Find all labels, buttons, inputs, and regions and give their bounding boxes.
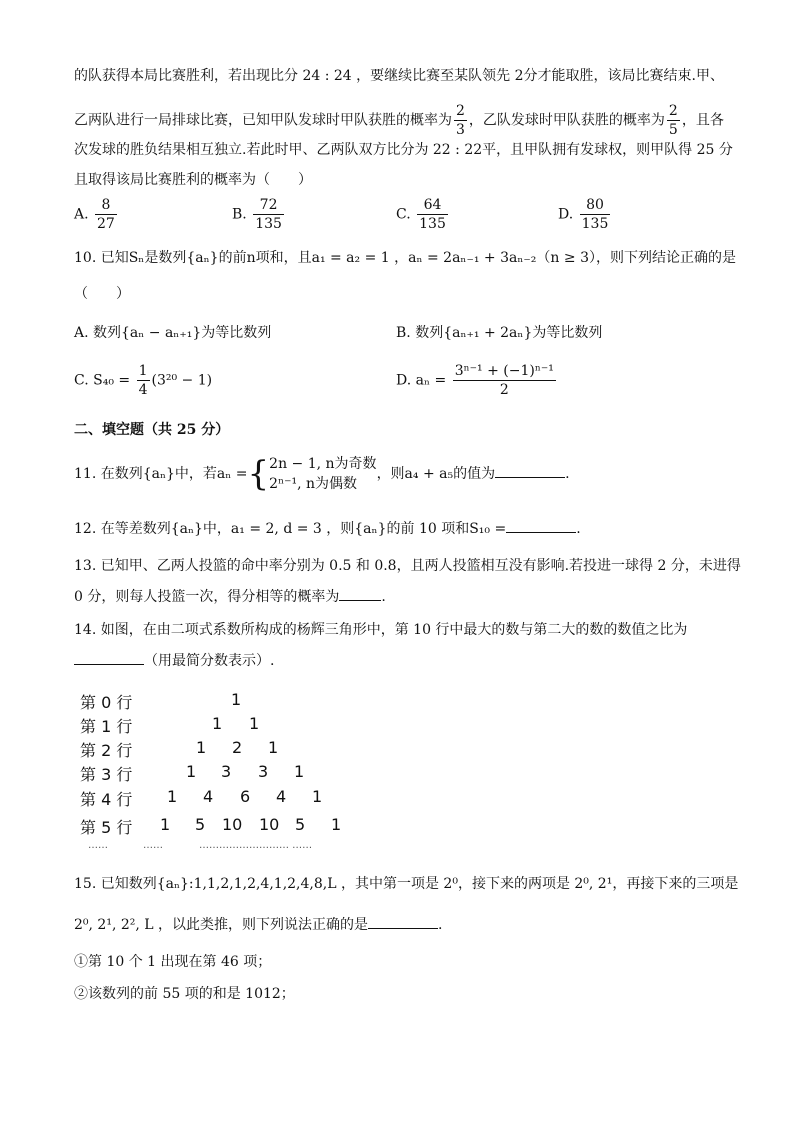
continuation-dots: ……………………… ……: [199, 840, 313, 851]
q10-option-c: C. S₄₀ = $\frac{1}{4}$ (3²⁰ − 1): [74, 363, 213, 398]
q9-line1: 的队获得本局比赛胜利，若出现比分 24 : 24 ，要继续比赛至某队领先 2分才能取胜，该局比赛结束.甲、: [74, 68, 724, 84]
q10-option-a: A. 数列{aₙ − aₙ₊₁}为等比数列: [74, 325, 272, 341]
left-brace-icon: {: [247, 454, 270, 494]
pascal-number: 4: [276, 787, 287, 806]
q14-line1: 14. 如图，在由二项式系数所构成的杨辉三角形中，第 10 行中最大的数与第二大的数的数值之比为: [74, 622, 688, 638]
q15-line2: 2⁰, 2¹, 2², L ，以此类推，则下列说法正确的是 .: [74, 914, 442, 935]
pascal-number: 1: [186, 762, 197, 781]
q9-frac-2-5: $\frac{2}{5}$: [668, 103, 678, 138]
section-title: 二、填空题（共 25 分）: [74, 422, 230, 438]
q9-frac-2-3: $\frac{2}{3}$: [456, 103, 465, 138]
q9-option-a: A. $\frac{8}{27}$: [74, 197, 115, 232]
q9-line2: 乙两队进行一局排球比赛，已知甲队发球时甲队获胜的概率为 $\frac{2}{3}$ ，乙队发球时甲队获胜的概率为 $\frac{2}{5}$ ，且各: [74, 103, 724, 138]
q11-line: 11. 在数列{aₙ}中，若aₙ ={ 2n − 1, n为奇数 2ⁿ⁻¹, n为偶数 ，则a₄ + a₅的值为 .: [74, 454, 570, 494]
pascal-number: 1: [160, 815, 171, 834]
row-label: 第 5 行: [80, 818, 133, 837]
q10-option-d: D. aₙ = $\frac{\text{3ⁿ⁻¹ + (−1)ⁿ⁻¹}}{2}$: [396, 363, 554, 398]
row-label: 第 1 行: [80, 717, 133, 736]
pascal-number: 1: [167, 787, 178, 806]
q9-line4: 且取得该局比赛胜利的概率为（ ）: [74, 172, 312, 188]
pascal-number: 1: [294, 762, 305, 781]
q13-answer-blank[interactable]: [339, 586, 381, 601]
q15-item-1: ①第 10 个 1 出现在第 46 项；: [74, 954, 272, 970]
pascal-number: 1: [331, 815, 342, 834]
continuation-dots: ……: [88, 840, 108, 851]
row-label: 第 0 行: [80, 693, 133, 712]
q9-option-b: B. $\frac{72}{135}$: [232, 197, 282, 232]
continuation-dots: ……: [143, 840, 163, 851]
pascal-number: 6: [240, 787, 251, 806]
q15-item-2: ②该数列的前 55 项的和是 1012；: [74, 986, 295, 1002]
pascal-number: 10: [222, 815, 243, 834]
pascal-number: 2: [232, 738, 243, 757]
q15-line1: 15. 已知数列{aₙ}:1,1,2,1,2,4,1,2,4,8,L ，其中第一项是 2⁰，接下来的两项是 2⁰, 2¹，再接下来的三项是: [74, 876, 739, 892]
row-label: 第 4 行: [80, 790, 133, 809]
q14-line2: （用最简分数表示）.: [74, 650, 274, 671]
q12-line: 12. 在等差数列{aₙ}中，a₁ = 2, d = 3 ，则{aₙ}的前 10 项和S₁₀ = .: [74, 518, 581, 539]
pascal-number: 3: [258, 762, 269, 781]
q13-line2: 0 分，则每人投篮一次，得分相等的概率为 .: [74, 586, 386, 607]
pascal-number: 1: [196, 738, 207, 757]
q9-option-c: C. $\frac{64}{135}$: [396, 197, 446, 232]
pascal-number: 1: [249, 714, 260, 733]
pascal-number: 4: [203, 787, 214, 806]
pascal-number: 1: [231, 690, 242, 709]
pascal-number: 10: [259, 815, 280, 834]
pascal-number: 3: [221, 762, 232, 781]
pascal-number: 1: [312, 787, 323, 806]
q11-answer-blank[interactable]: [495, 463, 565, 478]
row-label: 第 3 行: [80, 765, 133, 784]
pascal-number: 5: [195, 815, 206, 834]
q9-line3: 次发球的胜负结果相互独立.若此时甲、乙两队双方比分为 22 : 22平，且甲队拥有发球权，则甲队得 25 分: [74, 142, 733, 158]
pascal-number: 5: [295, 815, 306, 834]
pascal-number: 1: [212, 714, 223, 733]
q10-option-b: B. 数列{aₙ₊₁ + 2aₙ}为等比数列: [396, 325, 603, 341]
q15-answer-blank[interactable]: [368, 914, 438, 929]
q10-line2: （ ）: [74, 286, 130, 302]
row-label: 第 2 行: [80, 741, 133, 760]
q13-line1: 13. 已知甲、乙两人投篮的命中率分别为 0.5 和 0.8，且两人投篮相互没有影响.若投进一球得 2 分，未进得: [74, 558, 741, 574]
q9-option-d: D. $\frac{80}{135}$: [558, 197, 609, 232]
q14-answer-blank[interactable]: [74, 650, 144, 665]
q10-line1: 10. 已知Sₙ是数列{aₙ}的前n项和，且a₁ = a₂ = 1 ，aₙ = 2aₙ₋₁ + 3aₙ₋₂（n ≥ 3），则下列结论正确的是: [74, 250, 736, 266]
q12-answer-blank[interactable]: [506, 518, 576, 533]
pascal-number: 1: [268, 738, 279, 757]
